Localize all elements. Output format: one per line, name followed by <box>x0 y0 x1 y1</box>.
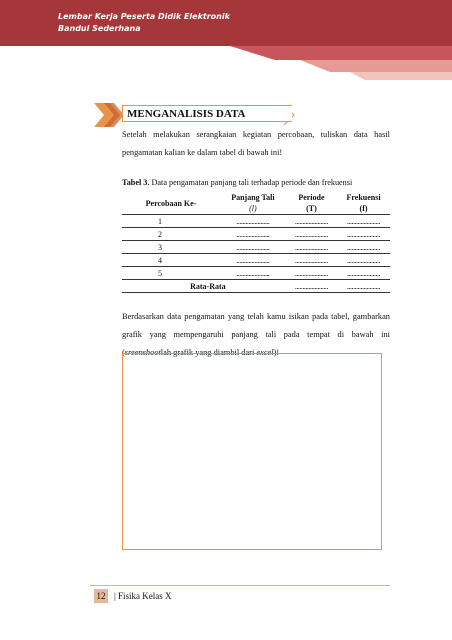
table-row <box>122 228 390 241</box>
cell-frekuensi: ...................... <box>347 242 381 252</box>
table-average-row <box>122 280 390 293</box>
instruction-italic-screenshot: sreenshoot <box>124 348 161 357</box>
section-title: MENGANALISIS DATA <box>122 105 292 122</box>
header-panjang-tali <box>220 192 286 215</box>
average-label: Rata-Rata <box>190 281 226 291</box>
cell-frekuensi: ...................... <box>347 229 381 239</box>
cell-frekuensi: ...................... <box>347 255 381 265</box>
intro-paragraph: Setelah melakukan serangkaian kegiatan percobaan, tuliskan data hasil pengamatan kalian ke dalam tabel di bawah ini! <box>122 130 390 157</box>
cell-panjang: ...................... <box>236 229 270 239</box>
table-row <box>122 254 390 267</box>
header-panjang-tali-unit: (l) <box>249 204 257 213</box>
table-row <box>122 215 390 228</box>
cell-periode: ...................... <box>294 229 328 239</box>
footer-divider <box>90 585 390 586</box>
row-number: 1 <box>158 216 162 226</box>
instruction-italic-excel: excel <box>256 348 274 357</box>
row-number: 2 <box>158 229 162 239</box>
observation-table <box>122 192 390 293</box>
cell-frekuensi: ...................... <box>347 216 381 226</box>
cell-periode: ...................... <box>294 268 328 278</box>
table-row <box>122 241 390 254</box>
instruction-pre: Berdasarkan data pengamatan yang telah kamu isikan pada tabel, gambarkan grafik yang mempengaruhi panjang tali pada tempat di bawah ini ( <box>122 312 390 357</box>
table-caption <box>122 178 352 187</box>
footer-text: | Fisika Kelas X <box>114 591 172 601</box>
cell-periode: ...................... <box>294 216 328 226</box>
cell-panjang: ...................... <box>236 255 270 265</box>
table-header-row <box>122 192 390 215</box>
average-periode: ...................... <box>294 281 328 291</box>
row-number: 3 <box>158 242 162 252</box>
table-row <box>122 267 390 280</box>
header-frekuensi <box>337 192 390 215</box>
cell-panjang: ...................... <box>236 242 270 252</box>
header-periode-unit: (T) <box>306 204 317 213</box>
header-percobaan: Percobaan Ke- <box>145 198 197 208</box>
page-header <box>0 0 452 46</box>
header-periode <box>286 192 337 215</box>
header-frekuensi-unit: (f) <box>359 204 368 213</box>
row-number: 5 <box>158 268 162 278</box>
table-caption-label: Tabel 3. <box>122 178 150 187</box>
cell-panjang: ...................... <box>236 216 270 226</box>
cell-periode: ...................... <box>294 255 328 265</box>
cell-frekuensi: ...................... <box>347 268 381 278</box>
page-number: 12 <box>94 589 108 603</box>
instruction-mid: lah grafik yang diambil dari <box>160 348 257 357</box>
cell-panjang: ...................... <box>236 268 270 278</box>
header-subtitle: Bandul Sederhana <box>58 24 141 33</box>
average-frekuensi: ...................... <box>347 281 381 291</box>
header-panjang-tali-label: Panjang Tali <box>231 193 275 202</box>
cell-periode: ...................... <box>294 242 328 252</box>
instruction-post: )! <box>273 348 280 357</box>
table-caption-text: Data pengamatan panjang tali terhadap periode dan frekuensi <box>149 178 353 187</box>
row-number: 4 <box>158 255 162 265</box>
header-periode-label: Periode <box>298 193 325 202</box>
header-frekuensi-label: Frekuensi <box>346 193 381 202</box>
graph-answer-box[interactable] <box>122 353 382 550</box>
header-title: Lembar Kerja Peserta Didik Elektronik <box>58 12 230 21</box>
